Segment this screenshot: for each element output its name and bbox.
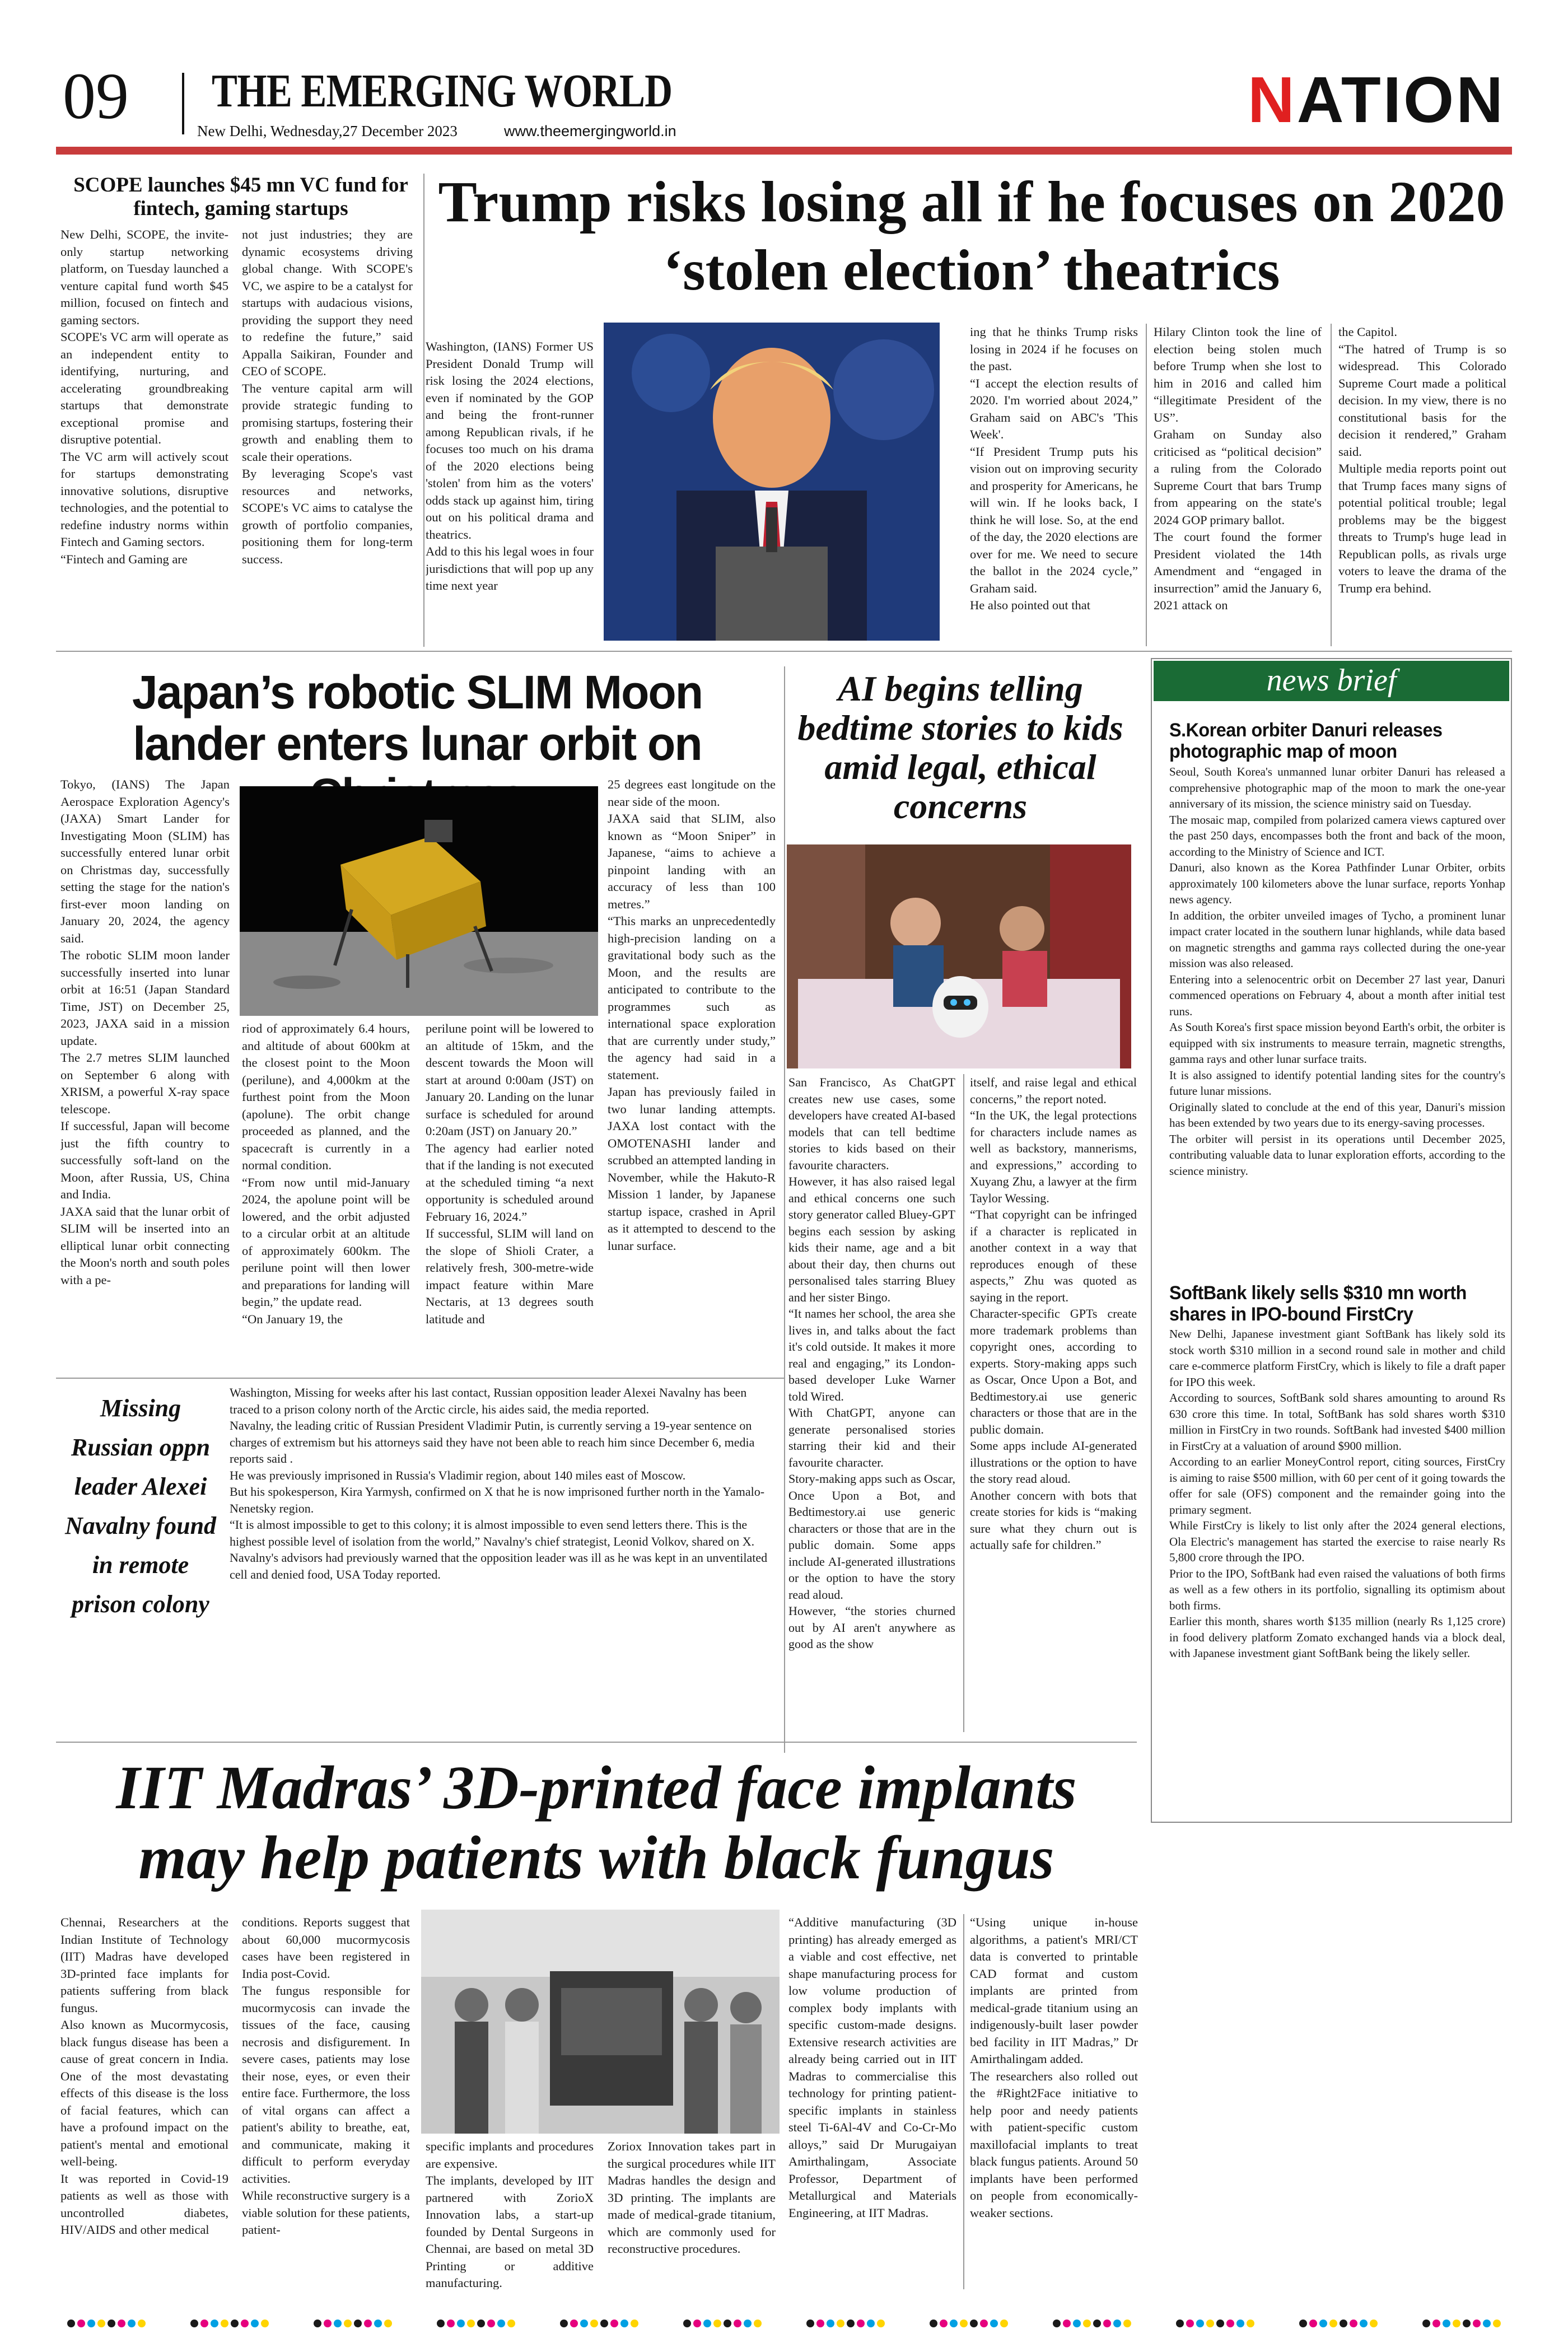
website-link[interactable]: www.theemergingworld.in [504,123,676,139]
footer-dot [1422,2320,1430,2327]
footer-dot [334,2320,342,2327]
footer-dot [1329,2320,1337,2327]
brief-1-headline: S.Korean orbiter Danuri releases photographic map of moon [1169,720,1443,762]
iit-col-5: “Additive manufacturing (3D printing) has already emerged as a viable and cost effective, net shape manufacturing process for low volume production of complex body implants with specific custom-made designs. Extensive research activities are already being carried out in IIT Madras to commercialise this technology for printing patient-specific implants in stainless steel Ti-6Al-4V and Co-Cr-Mo alloys,” said Dr Murugaiyan Amirthalingam, Associate Professor, Department of Metallurgical and Materials Engineering, at IIT Madras. [788,1915,956,2220]
ai-headline: AI begins telling bedtime stories to kids amid legal, ethical concerns [797,669,1123,826]
footer-dot-group [930,2320,1008,2327]
footer-dot [1463,2320,1471,2327]
footer-dot [87,2320,95,2327]
iit-col-divider [963,1914,964,2289]
ai-col-divider [963,1074,964,1732]
footer-dot [457,2320,465,2327]
brief-1-body: Seoul, South Korea's unmanned lunar orbiter Danuri has released a comprehensive photographic map of the moon to mark the one-year anniversary of its mission, the science ministry said on Tuesday. The mosaic map, compiled from polarized camera views captured over the past 250 days, encompasses both the front and back of the moon, according to the Ministry of Science and ICT. Danuri, also known as the Korea Pathfinder Lunar Orbiter, orbits approximately 100 kilometers above the lunar surface, reports Yonhap news agency. In addition, the orbiter unveiled images of Tycho, a prominent lunar impact crater located in the southern lunar highlands, while data based on magnetic strengths and gamma rays collected during the one-year mission was also released. Entering into a selenocentric orbit on December 27 last year, Danuri commenced operations on February 4, about a month after initial test runs. As South Korea's first space mission beyond Earth's orbit, the orbiter is equipped with six instruments to measure terrain, magnetic strengths, gamma rays and other lunar surface traits. It is also assigned to identify potential landing sites for the country's future lunar missions. Originally slated to conclude at the end of this year, Danuri's mission has been extended by two years due to its energy-saving processes. The orbiter will persist in its operations until December 2025, contributing valuable data to lunar exploration efforts, according to the science ministry. [1169,765,1505,1178]
footer-dot-group [314,2320,392,2327]
japan-headline: Japan’s robotic SLIM Moon lander enters lunar orbit on [132,666,703,770]
footer-dot [1453,2320,1460,2327]
trump-col-5: Hilary Clinton took the line of election being stolen much before Trump when she lost to him in 2016 and called him “illegitimate President of the US”. Graham on Sunday also criticised as “political decision” a ruling from the Colorado Supreme Court that bars Trump from appearing on the state's 2024 GOP primary ballot. The court found the former President violated the 14th Amendment and “engaged in insurrection” amid the January 6, 2021 attack on [1154,325,1322,612]
footer-dot [1000,2320,1008,2327]
footer-dot [827,2320,834,2327]
navalny-top-rule [56,1378,784,1379]
iit-top-rule [56,1742,1137,1743]
footer-dot [118,2320,125,2327]
masthead-divider [182,73,184,134]
footer-dot [950,2320,958,2327]
footer-dot [754,2320,762,2327]
footer-dot-group [1422,2320,1501,2327]
iit-headline: IIT Madras’ 3D-printed face implants may help patients with black fungus [116,1753,1077,1892]
footer-dot [1206,2320,1214,2327]
footer-dot [990,2320,998,2327]
news-brief-title: news brief [1266,663,1397,698]
footer-dot [1176,2320,1184,2327]
footer-dot-group [1053,2320,1131,2327]
footer-dot [1350,2320,1357,2327]
iit-col-2: conditions. Reports suggest that about 60,000 mucormycosis cases have been registered in India post-Covid. The fungus responsible for mucormycosis can invade the tissues of the face, causing necrosis and disfigurement. In severe cases, patients may lose their nose, eyes, or even their entire face. Furthermore, the loss of vital organs can affect a patient's ability to breathe, eat, and communicate, making it difficult to perform everyday activities. While reconstructive surgery is a viable solution for these patients, patient- [242,1915,410,2237]
footer-dot [97,2320,105,2327]
footer-dot-group [437,2320,515,2327]
footer-dot [354,2320,362,2327]
footer-dot [631,2320,638,2327]
scope-col-1: New Delhi, SCOPE, the invite-only startup networking platform, on Tuesday launched a venture capital fund worth $45 million, focused on fintech and gaming sectors. SCOPE's VC arm will operate as an independent entity to identifying, nurturing, and accelerating groundbreaking startups that demonstrate exceptional promise and disruptive potential. The VC arm will actively scout for startups demonstrating innovative solutions, disruptive technologies, and the potential to redefine industry norms within Fintech and Gaming sectors. “Fintech and Gaming are [60,227,228,566]
dateline: New Delhi, Wednesday,27 December 2023 [197,123,458,139]
iit-col-6: “Using unique in-house algorithms, a patient's MRI/CT data is converted to printable CAD format and custom implants are printed from medical-grade titanium using an indigenously-built laser powder bed facility in IIT Madras,” Dr Amirthalingam added. The researchers also rolled out the #Right2Face initiative to help poor and needy patients with patient-specific custom maxillofacial implants to treat black fungus patients. Around 50 implants have been performed on people from economically-weaker sections. [970,1915,1138,2220]
page-number: 09 [63,59,129,133]
footer-dot [837,2320,844,2327]
footer-dot [970,2320,978,2327]
footer-dot [816,2320,824,2327]
footer-dot [1299,2320,1307,2327]
footer-dot [590,2320,598,2327]
footer-dot [744,2320,752,2327]
ai-col-2: itself, and raise legal and ethical concerns,” the report noted. “In the UK, the legal protections for characters include names as well as backstory, mannerisms, and expressions,” according to Xuyang Zhu, a lawyer at the firm Taylor Wessing. “That copyright can be infringed if a character is replicated in another context in a way that reproduces enough of these aspects,” Zhu was quoted as saying in the report. Character-specific GPTs create more trademark problems than copyright ones, according to experts. Story-making apps such as Oscar, Once Upon a Bot, and Bedtimestory.ai use generic characters or those that are in the public domain. Some apps include AI-generated illustrations or the option to have the story read aloud. Another concern with bots that create stories for kids is “making sure what they churn out is actually safe for children.” [970,1075,1137,1552]
footer-dot [857,2320,865,2327]
ai-col-1: San Francisco, As ChatGPT creates new use cases, some developers have created AI-based models that can tell bedtime stories to kids based on their favourite characters. However, it has also raised legal and ethical concerns one such story generator called Bluey-GPT begins each session by asking kids their name, age and a bit about their day, then churns out personalised tales starring Bluey and her sister Bingo. “It names her school, the area she lives in, and talks about the fact it's cold outside. It makes it more real and engaging,” its London-based developer Luke Warner told Wired. With ChatGPT, anyone can generate personalised stories starring their kid and their favourite character. Story-making apps such as Oscar, Once Upon a Bot, and Bedtimestory.ai use generic characters or those that are in the public domain. Some apps include AI-generated illustrations or the option to have the story read aloud. However, “the stories churned out by AI aren't anywhere as good as the show [788,1075,955,1651]
footer-dot [867,2320,875,2327]
footer-dot [693,2320,701,2327]
footer-dot [560,2320,568,2327]
footer-dot [77,2320,85,2327]
footer-dot [570,2320,578,2327]
footer-dot [261,2320,269,2327]
footer-dot [610,2320,618,2327]
footer-dot [1186,2320,1194,2327]
scope-headline: SCOPE launches $45 mn VC fund for fintech, gaming startups [73,174,408,220]
footer-dot [467,2320,475,2327]
footer-dot [580,2320,588,2327]
navalny-headline: Missing Russian oppn leader Alexei Navalny found in remote prison colony [64,1394,217,1618]
footer-dot [806,2320,814,2327]
footer-dot-group [67,2320,146,2327]
ai-robot-illustration [787,844,1131,1068]
footer-dot [477,2320,485,2327]
footer-dot [128,2320,136,2327]
section-name [1247,63,1505,136]
footer-dot [384,2320,392,2327]
footer-dot [1432,2320,1440,2327]
footer-dot [364,2320,372,2327]
footer-dot [1360,2320,1368,2327]
footer-dot [980,2320,988,2327]
iit-team-photo [421,1910,780,2134]
footer-dot [1216,2320,1224,2327]
japan-col-2: riod of approximately 6.4 hours, and altitude of about 600km at the closest point to the Moon (perilune), and 4,000km at the furthest point from the Moon (apolune). The orbit change proceeded as planned, and the spacecraft is currently in a normal condition. “From now until mid-January 2024, the apolune point will be lowered, and the orbit adjusted to a circular orbit at an altitude of approximately 600km. The perilune point will then lower and preparations for landing will begin,” the update read. “On January 19, the [242,1021,410,1326]
iit-col-1: Chennai, Researchers at the Indian Institute of Technology (IIT) Madras have developed 3D-printed face implants for patients suffering from black fungus. Also known as Mucormycosis, black fungus disease has been a cause of great concern in India. One of the most devastating effects of this disease is the loss of facial features, which can have a profound impact on the patient's mental and emotional well-being. It was reported in Covid-19 patients as well as those with uncontrolled diabetes, HIV/AIDS and other medical [60,1915,228,2237]
navalny-body: Washington, Missing for weeks after his last contact, Russian opposition leader Alexei Navalny has been traced to a prison colony north of the Arctic circle, his aides said, the media reported. Navalny, the leading critic of Russian President Vladimir Putin, is currently serving a 19-year sentence on charges of extremism but his attorneys said they have not been able to reach him since December 6, media reports said . He was previously imprisoned in Russia's Vladimir region, about 140 miles east of Moscow. But his spokesperson, Kira Yarmysh, confirmed on X that he is now imprisoned further north in the Yamalo-Nenetsky region. “It is almost impossible to get to this colony; it is almost impossible to even send letters there. This is the highest possible level of isolation from the world,” Navalny's chief strategist, Leonid Volkov, shared on X. Navalny's advisors had previously warned that the opposition leader was ill as he was kept in an unventilated cell and denied food, USA Today reported. [230,1385,768,1581]
footer-dot-group [190,2320,269,2327]
japan-col-3: perilune point will be lowered to an altitude of 15km, and the descent towards the Moon will start at around 0:00am (JST) on January 20. Landing on the lunar surface is scheduled for around 0:20am (JST) on January 20.” The agency had earlier noted that if the landing is not executed at the scheduled timing “a next opportunity is scheduled around February 16, 2024.” If successful, SLIM will land on the slope of Shioli Crater, a relatively fresh, 300-metre-wide impact feature within Mare Nectaris, at 13 degrees south latitude and [426,1021,594,1326]
trump-col-4: ing that he thinks Trump risks losing in 2024 if he focuses on the past. “I accept the election results of 2020. I'm worried about 2024,” Graham said on ABC's 'This Week'. “If President Trump puts his vision out on improving security and prosperity for Americans, he will win. If he looks back, I think he will lose. So, at the end of the day, the 2020 elections are over for me. We need to secure the ballot in the 2024 cycle,” Graham said. He also pointed out that [970,325,1138,612]
footer-dot [1493,2320,1501,2327]
brief-2-headline: SoftBank likely sells $310 mn worth shares in IPO-bound FirstCry [1169,1282,1467,1325]
footer-dot [620,2320,628,2327]
footer-dot [1123,2320,1131,2327]
footer-dot [1083,2320,1091,2327]
footer-dot [374,2320,382,2327]
footer-dot [1053,2320,1061,2327]
footer-dot [507,2320,515,2327]
footer-dot [1247,2320,1254,2327]
footer-color-bar [0,2316,1568,2331]
footer-dot [324,2320,332,2327]
scope-col-2: not just industries; they are dynamic ecosystems driving global change. With SCOPE's VC, we aspire to be a catalyst for startups with audacious visions, providing the support they need to redefine the future,” said Appalla Saikiran, Founder and CEO of SCOPE. The venture capital arm will provide strategic funding to promising startups, fostering their growth and enabling them to scale their operations. By leveraging Scope's vast resources and networks, SCOPE's VC aims to catalyse the growth of portfolio companies, positioning them for long-term success. [242,227,413,566]
footer-dot [1473,2320,1481,2327]
footer-dot [877,2320,885,2327]
footer-dot [1196,2320,1204,2327]
iit-col-4: Zoriox Innovation takes part in the surgical procedures while IIT Madras handles the design and 3D printing. The implants are made of medical-grade titanium, which are commonly used for reconstructive procedures. [608,2139,776,2256]
japan-ai-divider [784,666,785,1753]
footer-dot-group [1176,2320,1254,2327]
slim-lander-illustration [240,786,598,1016]
footer-dot [1073,2320,1081,2327]
section-first-letter: N [1247,63,1297,136]
footer-dot [241,2320,249,2327]
footer-dot [1063,2320,1071,2327]
trump-divider-2 [1331,324,1332,646]
trump-divider-1 [1146,324,1147,646]
trump-photo-illustration [604,323,940,641]
footer-dot [211,2320,218,2327]
footer-dot [683,2320,691,2327]
footer-dot [67,2320,75,2327]
footer-dot [344,2320,352,2327]
footer-dot [1443,2320,1450,2327]
footer-dot [497,2320,505,2327]
iit-team-illustration [421,1910,780,2134]
footer-dot [930,2320,937,2327]
slim-lander-photo [240,786,598,1016]
footer-dot-group [560,2320,638,2327]
section-rest: ATION [1296,63,1505,136]
masthead: THE EMERGING WORLD [212,65,673,117]
footer-dot [1093,2320,1101,2327]
scope-divider [423,174,424,647]
footer-dot [940,2320,948,2327]
ai-robot-photo [787,844,1131,1068]
footer-dot [1483,2320,1491,2327]
footer-dot-group [806,2320,885,2327]
footer-dot [960,2320,968,2327]
footer-dot [231,2320,239,2327]
footer-dot [713,2320,721,2327]
footer-dot [847,2320,855,2327]
footer-dot [1309,2320,1317,2327]
footer-dot [1319,2320,1327,2327]
japan-col-4: 25 degrees east longitude on the near side of the moon. JAXA said that SLIM, also known as “Moon Sniper” in Japanese, “aims to achieve a pinpoint landing with an accuracy of less than 100 metres.” “This marks an unprecedentedly high-precision landing on a gravitational body such as the Moon, and the results are anticipated to contribute to the programmes such as international space exploration that are currently under study,” the agency had said in a statement. Japan has previously failed in two lunar landing attempts. JAXA lost contact with the OMOTENASHI lander and scrubbed an attempted landing in November, while the Hakuto-R Mission 1 lander, by Japanese startup ispace, crashed in April as it attempted to descend to the lunar surface. [608,777,776,1253]
footer-dot [221,2320,228,2327]
footer-dot [1370,2320,1378,2327]
footer-dot [314,2320,321,2327]
footer-dot [724,2320,731,2327]
footer-dot [108,2320,115,2327]
footer-dot [1103,2320,1111,2327]
iit-col-3: specific implants and procedures are expensive. The implants, developed by IIT partnered with ZorioX Innovation labs, a start-up founded by Dental Surgeons in Chennai, are based on metal 3D Printing or additive manufacturing. [426,2139,594,2289]
footer-dot [487,2320,495,2327]
footer-dot [1226,2320,1234,2327]
brief-2-body: New Delhi, Japanese investment giant SoftBank has likely sold its stock worth $310 million in a second round sale in mother and child care e-commerce platform FirstCry, which is likely to file a draft paper for IPO this week. According to sources, SoftBank sold shares amounting to around Rs 630 crore this time. In total, SoftBank has sold shares worth $310 million in FirstCry in two rounds. SoftBank had invested $400 million in FirstCry at a valuation of around $900 million. According to an earlier MoneyControl report, citing sources, FirstCry is aiming to raise $500 million, with 60 per cent of it going towards the offer for sale (OFS) component and the remainder going into the primary segment. While FirstCry is likely to list only after the 2024 general elections, Ola Electric's management has started the exercise to raise nearly Rs 5,800 crore through the IPO. Prior to the IPO, SoftBank had even raised the valuations of both firms as well as a few others in its portfolio, signalling its optimism about both firms. Earlier this month, shares worth $135 million (nearly Rs 1,125 crore) in food delivery platform Zomato exchanged hands via a block deal, with Japanese investment giant SoftBank being the likely seller. [1169,1327,1505,1660]
footer-dot [251,2320,259,2327]
footer-dot [600,2320,608,2327]
footer-dot [200,2320,208,2327]
footer-dot [190,2320,198,2327]
footer-dot-group [683,2320,762,2327]
footer-dot-group [1299,2320,1378,2327]
trump-col-1: Washington, (IANS) Former US President Donald Trump will risk losing the 2024 elections, even if nominated by the GOP and being the front-runner among Republican rivals, if he focuses too much on his drama of the 2020 elections being 'stolen' from him as the voters' odds stack up against him, tiring out on his political drama and theatrics. Add to this his legal woes in four jurisdictions that will pop up any time next year [426,339,594,592]
top-section-rule [56,651,1512,652]
footer-dot [437,2320,445,2327]
footer-dot [447,2320,455,2327]
header-rule [56,147,1512,155]
trump-photo [604,323,940,641]
footer-dot [1340,2320,1347,2327]
footer-dot [1236,2320,1244,2327]
footer-dot [138,2320,146,2327]
trump-col-6: the Capitol. “The hatred of Trump is so widespread. This Colorado Supreme Court made a political decision. In my view, there is no constitutional basis for the decision it rendered,” Graham said. Multiple media reports point out that Trump faces many signs of potential political trouble; legal problems may be the biggest threats to Trump's huge lead in Republican polls, as rivals urge voters to leave the drama of the Trump era behind. [1338,325,1506,595]
footer-dot [734,2320,741,2327]
footer-dot [703,2320,711,2327]
footer-dot [1113,2320,1121,2327]
trump-headline: Trump risks losing all if he focuses on 2020 ‘stolen election’ theatrics [438,170,1505,302]
japan-col-1: Tokyo, (IANS) The Japan Aerospace Exploration Agency's (JAXA) Smart Lander for Investigating Moon (SLIM) has successfully entered lunar orbit on Christmas day, successfully setting the stage for the nation's first-ever moon landing on January 20, 2024, the agency said. The robotic SLIM moon lander successfully inserted into lunar orbit at 16:51 (Japan Standard Time, JST) on December 25, 2023, JAXA said in a mission update. The 2.7 metres SLIM launched on September 6 along with XRISM, a powerful X-ray space telescope. If successful, Japan will become just the fifth country to successfully soft-land on the Moon, after Russia, US, China and India. JAXA said that the lunar orbit of SLIM will be inserted into an elliptical lunar orbit connecting the Moon's north and south poles with a pe- [60,777,230,1287]
